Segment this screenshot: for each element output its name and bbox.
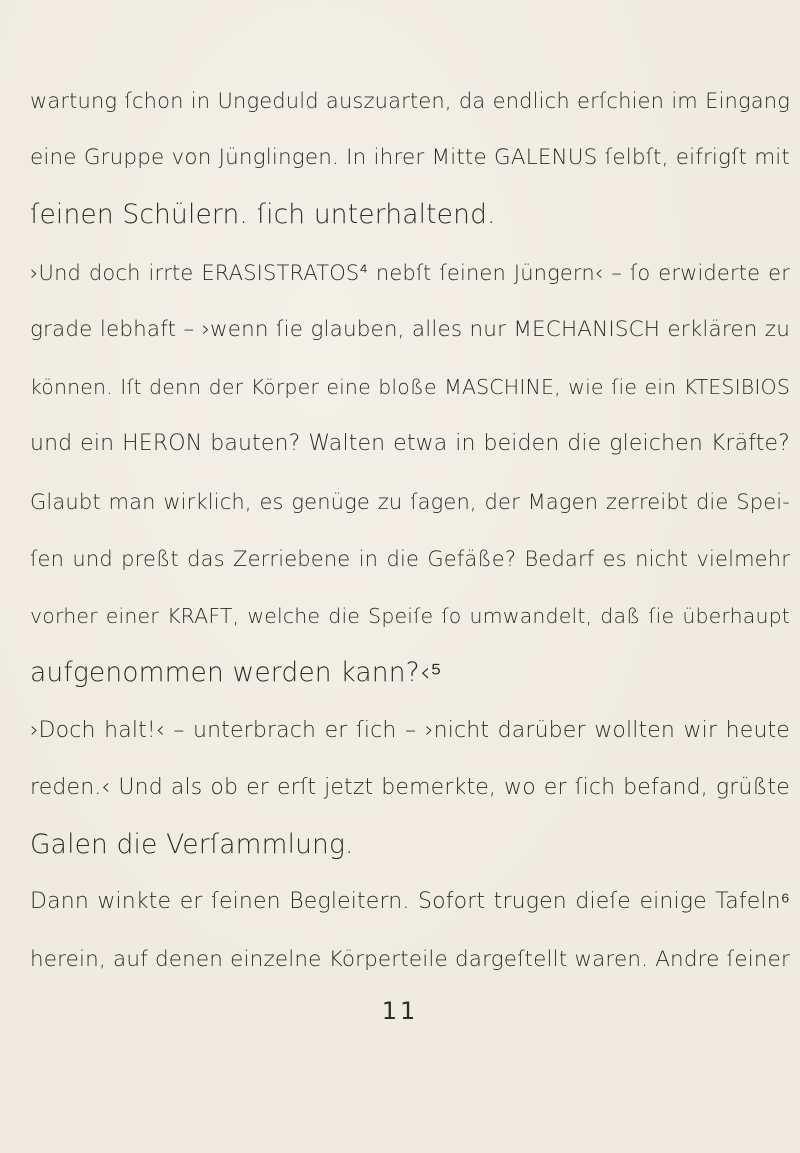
text-line: ›Und doch irrte ERASISTRATOS⁴ nebſt ſeinen Jüngern‹ – ſo erwiderte er [30,261,790,285]
text-line: Dann winkte er ſeinen Begleitern. Sofort trugen dieſe einige Tafeln⁶ [30,889,790,914]
text-line: reden.‹ Und als ob er erſt jetzt bemerkte, wo er ſich befand, grüßte [30,775,790,800]
text-line: vorher einer KRAFT, welche die Speiſe ſo umwandelt, daß ſie überhaupt [30,604,790,628]
text-line: grade lebhaft – ›wenn ſie glauben, alles nur MECHANISCH erklären zu [30,317,790,342]
text-line: ſeinen Schülern. ſich unterhaltend. [30,199,496,230]
text-line: und ein HERON bauten? Walten etwa in beiden die gleichen Kräfte? [30,431,790,456]
text-line: ›Doch halt!‹ – unterbrach er ſich – ›nicht darüber wollten wir heute [30,718,790,743]
text-line: aufgenommen werden kann?‹⁵ [30,657,442,688]
text-line: Glaubt man wirklich, es genüge zu ſagen, der Magen zerreibt die Spei- [30,490,790,514]
text-line: können. Iſt denn der Körper eine bloße MASCHINE, wie ſie ein KTESIBIOS [30,375,790,399]
text-line: wartung ſchon in Ungeduld auszuarten, da endlich erſchien im Eingang [30,89,790,113]
text-line: Galen die Verſammlung. [30,829,354,860]
text-line: herein, auf denen einzelne Körperteile dargeſtellt waren. Andre ſeiner [30,947,790,972]
text-line: ſen und preßt das Zerriebene in die Gefäße? Bedarf es nicht vielmehr [30,547,790,571]
page-number: 11 [381,997,419,1025]
text-line: eine Gruppe von Jünglingen. In ihrer Mitte GALENUS ſelbſt, eifrigſt mit [30,145,790,170]
